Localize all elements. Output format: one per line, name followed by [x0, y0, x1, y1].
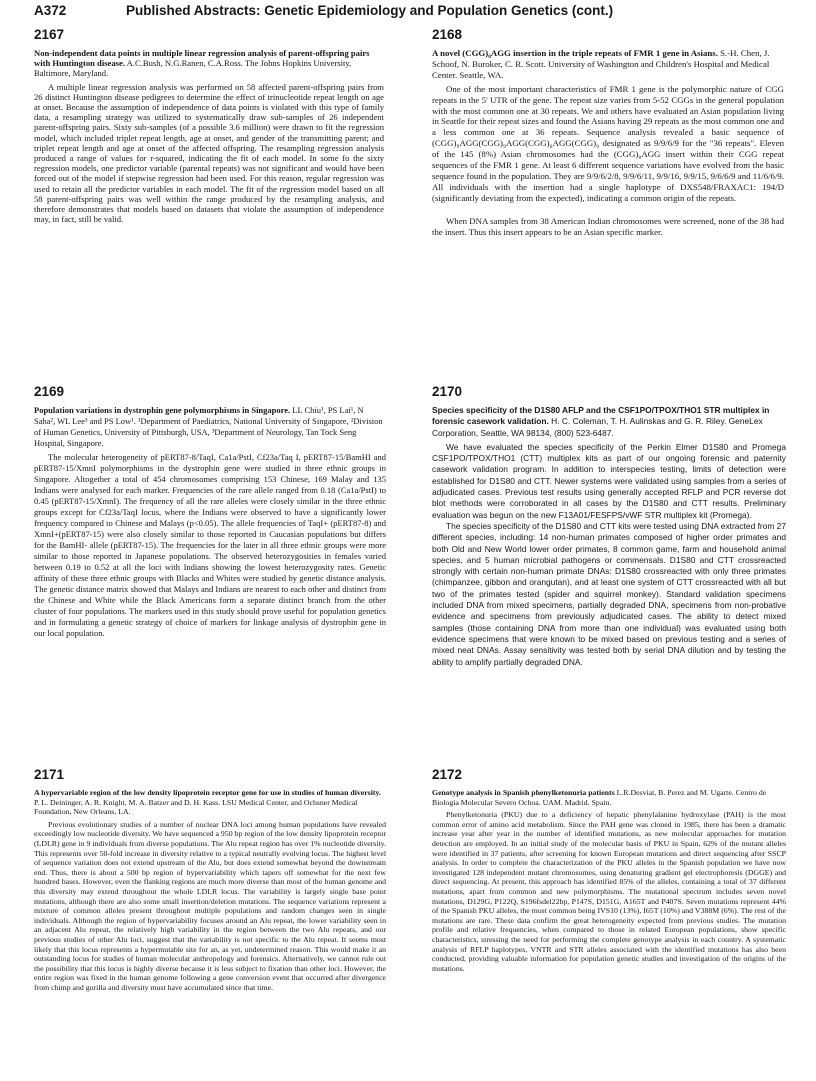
abstract-paragraph: We have evaluated the species specificity of the Perkin Elmer D1S80 and Promega CSF1PO/TPOX/THO1 (CTT) multiplex kits as part of our ongoing forensic and paternity casework validation program. In addition to interspecies testing, limits of detection were established for D1S80 and CTT. Newer systems were validated using samples from a series of adjudicated cases. Previous test results using generally accepted RFLP and PCR reverse dot blot methods were corroborated in all cases by the D1S80 and CTT results. Preliminary evaluation was begun on the new F13A01/FESFPS/vWF STR multiplex kit (Promega). [432, 441, 786, 520]
abstract-title: Non-independent data points in multiple linear regression analysis of parent-offspring pairs with Huntington disease. [34, 48, 370, 69]
abstract-heading [34, 405, 386, 449]
abstract-number: 2168 [432, 28, 463, 42]
abstract-2170 [432, 385, 786, 745]
abstract-number: 2170 [432, 385, 463, 399]
abstract-paragraph: A multiple linear regression analysis was performed on 58 affected parent-offspring pairs from 26 distinct Huntington disease pedigrees to determine the effect of trinucleotide repeat length on age at onset. Because the assumption of independence of data points is violated with this type of family data, a resampling strategy was utilized to systematically draw sub-samples of 26 independent parent-offspring pairs. Sixty sub-samples (of a possible 3.6 million) were drawn to fit the regression model, which included triplet repeat length, age at onset, and gender of the transmitting parent; and triplet repeat length and age at onset of the affected offspring. The resampling regression analysis produced a range of values for r-squared, indicating the fit of each model. In some fo the sixty regression models, one predictor variable (parental repeats) was not significant and would have been forced out of the model if stepwise regression had been used. For this reason, regular regression was used to retain all the predictor variables in each model. The fit of the regression model based on all 58 parent-offspring pairs was well within the range produced by the resampling analysis, and therefore demonstrates that models based on datasets that violate the assumption of independence may, in fact, still be valid. [34, 81, 384, 225]
abstract-body [432, 810, 786, 973]
abstract-body [34, 452, 386, 639]
abstract-affiliation: GeneLex Corporation, Seattle, WA 98134, (800) 523-6487. [432, 416, 763, 438]
abstract-heading [34, 788, 386, 817]
abstract-title: Species specificity of the D1S80 AFLP and the CSF1PO/TPOX/THO1 STR multiplex in forensic casework validation. [432, 405, 770, 427]
abstract-number: 2169 [34, 385, 65, 399]
abstract-body [34, 820, 386, 993]
page-header [34, 3, 794, 21]
abstract-title: A novel (CGG)₈AGG insertion in the triple repeats of FMR 1 gene in Asians. [432, 48, 718, 58]
abstract-heading [432, 48, 784, 81]
abstract-paragraph: The species specificity of the D1S80 and CTT kits were tested using DNA extracted from 27 different species, including: 14 non-human primates composed of higher order primates and both Old and New World lower order primates, 8 common game, farm and household animal species, and 5 human microbial pathogens or commensals. D1S80 and CTT crossreacted strongly with certain non-human primate DNAs: D1S80 crossreacted with only three primates (chimpanzee, gibbon and orangutan), and at least one system of CTT crossreacted with all but two of the primates tested (spider and squirrel monkey). Standard validation specimens included DNA from mixed specimens, partially degraded DNA, specimens from non-probative evidence and specimens from previously adjudicated cases. The ability to detect mixed samples (those containing DNA from more than one individual) was evaluated using both evidence specimens that were known to be mixed based on previous testing and a series of mixed neat DNAs. Assay sensitivity was tested both by serial DNA dilution and by testing the ability to amplify partially degraded DNA. [432, 520, 786, 667]
abstract-authors: P. L. Deininger, A. R. Knight, M. A. Batzer and D. H. Kass. [34, 797, 221, 807]
abstract-paragraph: Previous evolutionary studies of a number of nuclear DNA loci among human populations have revealed exceedingly low nucleotide diversity. We have sequenced a 950 bp region of the low density lipoprotein receptor (LDLR) gene in 9 individuals from diverse populations. The Alu repeat region has over 1% nucleotide diversity. This represents over 50-fold increase in diversity relative to a typical neutrally evolving locus. The highest level of sequence variation does not extend upstream of the Alu, but does extend somewhat beyond the downstream end. Thus, there is about a 500 bp region of hypervariability which tapers off somewhat for the next few hundred bases. However, even the flanking regions are much more diverse than most of the human genome and this diversity may extend throughout the whole LDLR locus. The variability is largely single base point mutations, although there are also some small insertion/deletion mutations. The sequence variations represent a mixture of common alleles present throughout multiple populations and random changes seen in single individuals. Although the region of hypervariability focuses around an Alu repeat, the lower variability seen in an adjacent Alu repeat, the relatively high variability in the region between the two Alu repeats, and our previous studies of other Alu loci, suggest that the variability is not specific to the Alu repeat. It seems most likely that this locus represents a hypermutable site for an, as yet, undetermined reason. This would make it an outstanding locus for studies of human molecular anthropology and forensics. Alternatively, we cannot rule out the possibility that this locus is highly diverse because it is less subject to fixation than other loci. However, the entire region was fixed in the human genome following a gene conversion event that occurred after divergence from chimp and gorilla and diversity must have accumulated since that time. [34, 819, 386, 992]
abstract-authors: LL Chiu¹, PS Lai¹, N Saha², WL Lee³ and PS Low¹. [34, 405, 364, 426]
page-number: A372 [34, 3, 67, 18]
abstract-2167 [34, 28, 384, 358]
running-title: Published Abstracts: Genetic Epidemiology and Population Genetics (cont.) [126, 3, 614, 18]
abstract-authors: H. C. Coleman, T. H. Aulinskas and G. R. Riley. [551, 416, 727, 427]
abstract-affiliation: Centro de Biologia Molecular Severo Ochoa. UAM. Madrid. Spain. [432, 788, 767, 807]
abstract-affiliation: University of Washington and Children's Hospital and Medical Center. Seattle, WA. [432, 58, 770, 80]
abstract-body [432, 84, 784, 238]
abstract-heading [432, 788, 786, 807]
abstract-title: Genotype analysis in Spanish phenylketonuria patients [432, 788, 615, 797]
abstract-body [432, 442, 786, 668]
abstract-2172 [432, 768, 786, 1068]
abstract-2169 [34, 385, 386, 745]
abstract-title: A hypervariable region of the low density lipoprotein receptor gene for use in studies of human diversity. [34, 788, 381, 797]
abstract-2171 [34, 768, 386, 1068]
abstract-affiliation: LSU Medical Center, and Ochsner Medical Foundation, New Orleans, LA. [34, 797, 358, 817]
abstract-paragraph: The molecular heterogeneity of pERT87-8/TaqI, Ca1a/PstI, Cf23a/Taq I, pERT87-15/BamHI and pERT87-15/XmnI polymorphisms in the dystrophin gene were studied in three ethnic groups in Singapore. Altogether a total of 454 chromosomes comprising 153 Chinese, 169 Malay and 135 Indians were analysed for each marker. Frequencies of the rare allele ranged from 0.18 (Ca1a/PstI) to 0.45 (pERT87-15/XmnI). The frequency of all the rare alleles were closely similar in the three ethnic groups except for Cf23a/TaqI locus, where the Indians were observed to have a significantly lower frequency compared to Chinese and Malays (p<0.05). The allele frequencies of TaqI+ (pERT87-8) and XmnI+(pERT87-15) were also closely similar to those reported in Caucasian populations but differs for the BamHI- allele (pERT87-15). The frequencies for the later in all three ethnic groups were more similar to those reported in Japanese populations. The observed heterozygosities in females varied between 0.19 to 0.52 at all the loci with Indians showing the lowest heterozygosity rates. Genetic affinity of these three ethnic groups with Blacks and Whites were studied by genetic distance analysis. The genetic distance matrix showed that Malays and Indians are nearest to each other and distinct from the Chinese and White while the Black Americans form a separate distinct branch from the other cluster of four populations. The markers used in this study should prove useful for population genetics and in formulating a genetic strategy of choice of markers for linkage analysis of dystrophin gene in our local population. [34, 452, 386, 638]
abstract-heading [432, 405, 786, 439]
abstract-2168 [432, 28, 784, 358]
abstract-paragraph: When DNA samples from 38 American Indian chromosomes were screened, none of the 38 had the insert. Thus this insert appears to be an Asian specific marker. [432, 215, 784, 237]
abstract-title: Population variations in dystrophin gene polymorphisms in Singapore. [34, 405, 291, 415]
abstract-authors: S.-H. Chen, J. Schoof, N. Buroker, C. R. Scott. [432, 48, 770, 69]
abstract-affiliation: ¹Department of Paediatrics, National University of Singapore, ²Division of Human Genetics, University of Pittsburgh, USA, ³Department of Neurology, Tan Tock Seng Hospital, Singapore. [34, 416, 383, 448]
abstract-affiliation: The Johns Hopkins University, Baltimore, Maryland. [34, 58, 352, 79]
abstract-paragraph: One of the most important characteristics of FMR 1 gene is the polymorphic nature of CGG repeats in the 5' UTR of the gene. The repeat size varies from 5-52 CGGs in the general population with the most common one at 30 repeats. We and others have evaluated an Asian population living in Seattle for their repeat sizes and found the Asians having 29 repeats as the most common one and a less common one at 36 repeats. Sequence analysis revealed a basic sequence of (CGG)₉AGG(CGG)₉AGG(CGG)₆AGG(CGG)₉ designated as 9/9/6/9 for the "36 repeats". Eleven of the 145 (8%) Asian chromosomes had the (CGG)₈AGG insert within their CGG repeat sequences of the FMR 1 gene. At least 6 different sequence variations have evolved from the basic sequence found in the population. They are 9/9/6/2/8, 9/9/6/11, 9/9/16, 9/9/15, 9/6/6/9 and 11/6/6/9. All individuals with the insertion had a single haplotype of DXS548/FRAXAC1: 194/D (significantly deviating from the expected), indicating a common origin of the repeats. [432, 83, 784, 203]
abstract-heading [34, 48, 384, 79]
abstract-body [34, 82, 384, 225]
abstract-number: 2172 [432, 768, 463, 782]
abstract-paragraph: Phenylketonuria (PKU) due to a deficiency of hepatic phenylalanine hydroxylase (PAH) is the most common error of amino acid metabolism. Since the PAH gene was cloned in 1985, there has been a dramatic increase year after year in the number of identified mutations, as new molecular approaches for mutation detection are employed. In an initial study of the molecular basis of PKU in Spain, 62% of the mutant alleles were identified in 37 patients, after screening for known European mutations and direct sequencing after SSCP analysis. In order to complete the characterization of the PKU alleles in the Spanish population we have now investigated 128 independent mutant chromosomes, using denaturing gradient gel electrophoresis (DGGE) and direct sequencing. At present, this approach has identified 85% of the alleles, containing a total of 37 different mutations, apart from common and new polymorphisms. The mutational spectrum includes seven novel mutations, D129G, P122Q, S196fsdel22bp, P147S, D151G, A165T and P407S. Seven mutations represent 44% of the Spanish PKU alleles, the most common being IVS10 (13%), I65T (10%) and V388M (6%). The rest of the mutations are rare. These data confirm the great heterogeneity expected from previous studies. The mutation profile and relative frequencies, when compared to those in related European populations, show specific characteristics, stressing the need for performing the complete genotype analysis in each country. A systematic analysis of RFLP haplotypes, VNTR and STR alleles associated with the identified mutations has also been conducted, providing valuable information for population genetic studies and investigation of the origins of the mutations. [432, 810, 786, 973]
abstract-authors: A.C.Bush, N.G.Ranen, C.A.Ross. [126, 58, 243, 69]
abstract-number: 2171 [34, 768, 65, 782]
abstract-number: 2167 [34, 28, 65, 42]
abstract-authors: L.R.Desviat, B. Perez and M. Ugarte. [616, 788, 734, 797]
